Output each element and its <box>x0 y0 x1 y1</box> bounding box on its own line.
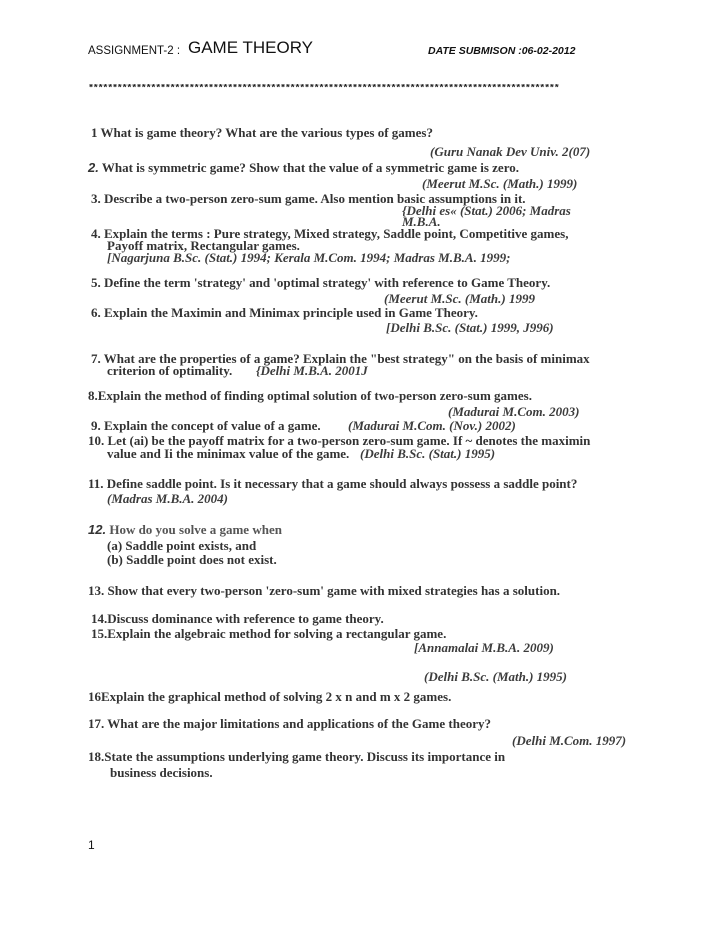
source-2: (Meerut M.Sc. (Math.) 1999) <box>422 176 578 191</box>
question-2-text: What is symmetric game? Show that the value of a symmetric game is zero. <box>98 160 519 175</box>
question-5: 5. Define the term 'strategy' and 'optimal strategy' with reference to Game Theory. <box>91 275 551 290</box>
question-15: 15.Explain the algebraic method for solving a rectangular game. <box>91 626 447 641</box>
source-1: (Guru Nanak Dev Univ. 2(07) <box>430 144 591 159</box>
question-12-text: How do you solve a game when <box>106 522 282 537</box>
question-2 <box>88 161 519 174</box>
question-8: 8.Explain the method of finding optimal solution of two-person zero-sum games. <box>88 388 532 403</box>
question-12-a: (a) Saddle point exists, and <box>107 538 257 553</box>
question-12-b: (b) Saddle point does not exist. <box>107 552 277 567</box>
question-3: 3. Describe a two-person zero-sum game. Also mention basic assumptions in it. <box>91 191 526 206</box>
source-9: (Madurai M.Com. (Nov.) 2002) <box>348 418 516 433</box>
source-8: (Madurai M.Com. 2003) <box>448 404 580 419</box>
source-3: {Delhi es« (Stat.) 2006; Madras <box>402 203 571 218</box>
question-6: 6. Explain the Maximin and Minimax principle used in Game Theory. <box>91 305 478 320</box>
question-17: 17. What are the major limitations and applications of the Game theory? <box>88 716 491 731</box>
question-12 <box>88 523 282 536</box>
source-3b: M.B.A. <box>402 214 441 229</box>
source-11: (Madras M.B.A. 2004) <box>107 491 228 506</box>
question-7: 7. What are the properties of a game? Explain the "best strategy" on the basis of minimax <box>91 351 590 366</box>
question-1: 1 What is game theory? What are the various types of games? <box>91 125 433 140</box>
question-18-line-2: business decisions. <box>110 765 213 780</box>
question-4: 4. Explain the terms : Pure strategy, Mixed strategy, Saddle point, Competitive games, <box>91 226 569 241</box>
question-18: 18.State the assumptions underlying game theory. Discuss its importance in <box>88 749 506 764</box>
document-title: GAME THEORY <box>188 38 314 57</box>
source-5: (Meerut M.Sc. (Math.) 1999 <box>384 291 535 306</box>
question-10: 10. Let (ai) be the payoff matrix for a two-person zero-sum game. If ~ denotes the maximin <box>88 433 591 448</box>
assignment-label: ASSIGNMENT-2 : <box>88 45 181 57</box>
source-7: {Delhi M.B.A. 2001J <box>256 363 368 378</box>
separator-line: ************************************************************************************************** <box>88 84 559 95</box>
source-15: [Annamalai M.B.A. 2009) <box>414 640 554 655</box>
question-9: 9. Explain the concept of value of a game. <box>91 418 321 433</box>
question-4-line-2: Payoff matrix, Rectangular games. <box>107 238 300 253</box>
source-17: (Delhi M.Com. 1997) <box>512 733 627 748</box>
question-7-line-2: criterion of optimality. <box>107 363 233 378</box>
question-12-number: 12. <box>88 522 107 537</box>
question-13: 13. Show that every two-person 'zero-sum' game with mixed strategies has a solution. <box>88 583 561 598</box>
question-11: 11. Define saddle point. Is it necessary that a game should always possess a saddle point? <box>88 476 578 491</box>
question-14: 14.Discuss dominance with reference to game theory. <box>91 611 384 626</box>
source-10: (Delhi B.Sc. (Stat.) 1995) <box>360 446 496 461</box>
source-15b: (Delhi B.Sc. (Math.) 1995) <box>424 669 567 684</box>
question-2-number: 2. <box>88 160 99 175</box>
source-6: [Delhi B.Sc. (Stat.) 1999, J996) <box>386 320 554 335</box>
page-number: 1 <box>88 838 95 852</box>
question-16: 16Explain the graphical method of solving 2 x n and m x 2 games. <box>88 689 452 704</box>
source-4: [Nagarjuna B.Sc. (Stat.) 1994; Kerala M.Com. 1994; Madras M.B.A. 1999; <box>107 250 511 265</box>
question-10-line-2: value and Ii the minimax value of the game. <box>107 446 350 461</box>
submission-date: DATE SUBMISON :06-02-2012 <box>428 45 576 57</box>
